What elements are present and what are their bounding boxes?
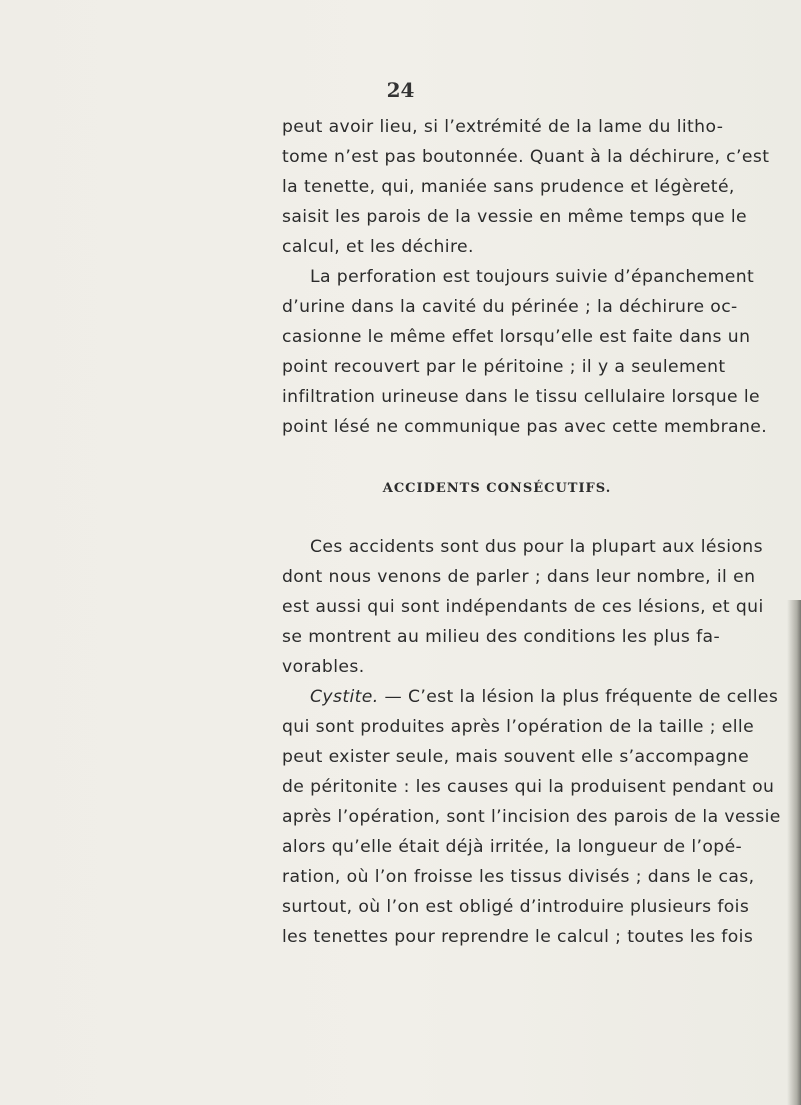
paragraph-3 xyxy=(282,532,764,682)
text-line: d’urine dans la cavité du périnée ; la déchirure oc- xyxy=(282,297,738,317)
text-line: vorables. xyxy=(282,657,365,677)
page-number: 24 xyxy=(386,78,415,102)
text-line-first xyxy=(282,682,779,712)
text-line: alors qu’elle était déjà irritée, la longueur de l’opé- xyxy=(282,837,743,857)
text-line-rest: — C’est la lésion la plus fréquente de celles xyxy=(378,687,779,707)
text-line: les tenettes pour reprendre le calcul ; toutes les fois xyxy=(282,927,754,947)
paragraph-1 xyxy=(282,112,770,262)
text-line: peut exister seule, mais souvent elle s’accompagne xyxy=(282,747,750,767)
text-line: dont nous venons de parler ; dans leur nombre, il en xyxy=(282,567,756,587)
text-line: point recouvert par le péritoine ; il y a seulement xyxy=(282,357,726,377)
text-line: casionne le même effet lorsqu’elle est faite dans un xyxy=(282,327,751,347)
text-line: qui sont produites après l’opération de la taille ; elle xyxy=(282,717,755,737)
text-line: calcul, et les déchire. xyxy=(282,237,474,257)
page-edge-shadow xyxy=(787,600,801,1105)
text-line: infiltration urineuse dans le tissu cellulaire lorsque le xyxy=(282,387,761,407)
text-line: surtout, où l’on est obligé d’introduire plusieurs fois xyxy=(282,897,750,917)
section-heading: ACCIDENTS CONSÉCUTIFS. xyxy=(382,481,612,496)
text-line: saisit les parois de la vessie en même temps que le xyxy=(282,207,747,227)
paragraph-4 xyxy=(282,682,781,952)
text-line: de péritonite : les causes qui la produisent pendant ou xyxy=(282,777,775,797)
body-text xyxy=(282,112,781,952)
text-line: se montrent au milieu des conditions les plus fa- xyxy=(282,627,721,647)
text-line: la tenette, qui, maniée sans prudence et légèreté, xyxy=(282,177,735,197)
text-line: après l’opération, sont l’incision des parois de la vessie xyxy=(282,807,781,827)
text-line: La perforation est toujours suivie d’épanchement xyxy=(310,267,755,287)
subject-heading-cystite: Cystite. xyxy=(310,687,379,707)
text-line: Ces accidents sont dus pour la plupart aux lésions xyxy=(310,537,763,557)
paragraph-2 xyxy=(282,262,768,442)
text-line: peut avoir lieu, si l’extrémité de la lame du litho- xyxy=(282,117,724,137)
text-line: point lésé ne communique pas avec cette membrane. xyxy=(282,417,768,437)
text-line: ration, où l’on froisse les tissus divisés ; dans le cas, xyxy=(282,867,755,887)
text-line: est aussi qui sont indépendants de ces lésions, et qui xyxy=(282,597,764,617)
text-line: tome n’est pas boutonnée. Quant à la déchirure, c’est xyxy=(282,147,770,167)
